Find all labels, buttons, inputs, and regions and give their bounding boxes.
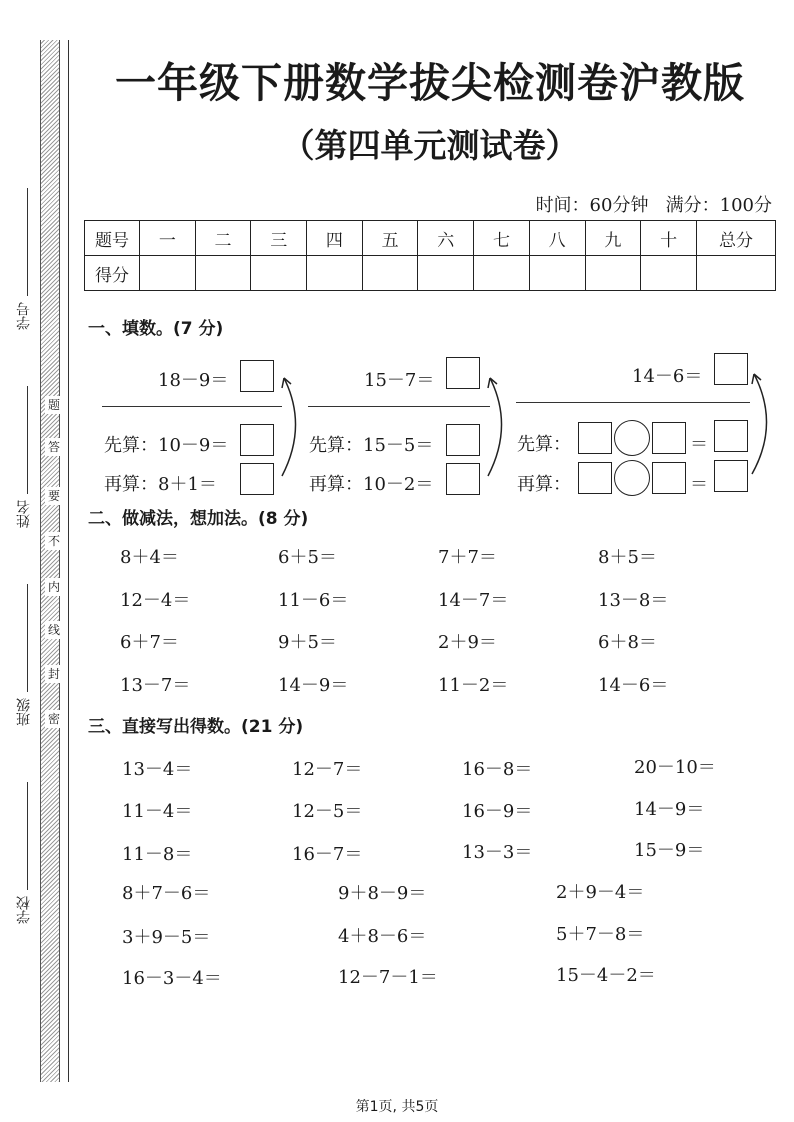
g1-top-answer-box[interactable] [240,360,274,392]
name-label: 姓名 [16,500,32,528]
g3-top-answer-box[interactable] [714,353,748,385]
score-cell[interactable] [140,256,196,291]
g3-then-result-box[interactable] [714,460,748,492]
g3-divider [516,402,750,403]
seal-char: 内 [45,578,63,596]
g2-then-equation: 再算：10－2＝ [309,474,434,495]
s2-item[interactable]: 2＋9＝ [438,632,497,653]
section-1-heading: 一、填数。(7 分) [88,319,224,339]
seal-char: 答 [45,438,63,456]
s2-item[interactable]: 6＋8＝ [598,632,657,653]
g1-divider [102,406,282,407]
score-cell[interactable] [585,256,641,291]
g2-first-equation: 先算：15－5＝ [309,435,434,456]
s2-item[interactable]: 8＋4＝ [120,547,179,568]
g3-then-box-a[interactable] [578,462,612,494]
s3-mixed-item[interactable]: 9＋8－9＝ [338,883,427,904]
time-info [536,191,772,217]
s3-mixed-item[interactable]: 2＋9－4＝ [556,882,645,903]
g3-then-equals: ＝ [690,474,708,495]
score-col: 四 [307,221,363,256]
s3-mixed-item[interactable]: 5＋7－8＝ [556,924,645,945]
page-footer: 第1页, 共5页 [355,1099,439,1115]
s3-item[interactable]: 16－9＝ [462,801,533,822]
s3-mixed-item[interactable]: 15－4－2＝ [556,965,656,986]
s2-item[interactable]: 8＋5＝ [598,547,657,568]
binding-line [68,40,69,1082]
seal-char: 线 [45,621,63,639]
s2-item[interactable]: 12－4＝ [120,590,191,611]
s3-mixed-item[interactable]: 16－3－4＝ [122,968,222,989]
total-label: 总分 [697,221,776,256]
student-id-label: 学号 [16,302,32,330]
score-row [85,256,776,291]
score-col: 二 [195,221,251,256]
g2-first-answer-box[interactable] [446,424,480,456]
g3-first-equals: ＝ [690,434,708,455]
g3-then-label: 再算： [517,474,571,495]
g3-arrow-icon [748,368,780,478]
score-cell[interactable] [474,256,530,291]
g2-then-answer-box[interactable] [446,463,480,495]
page-title: 一年级下册数学拔尖检测卷沪教版 [115,59,745,107]
score-col: 十 [641,221,697,256]
g3-first-box-b[interactable] [652,422,686,454]
s2-item[interactable]: 11－6＝ [278,590,349,611]
time-limit: 时间：60分钟 [535,195,649,216]
s3-item[interactable]: 13－4＝ [122,759,193,780]
g3-first-result-box[interactable] [714,420,748,452]
g1-then-answer-box[interactable] [240,463,274,495]
score-col: 八 [529,221,585,256]
section-3-heading: 三、直接写出得数。(21 分) [88,717,304,737]
score-col: 三 [251,221,307,256]
g2-arrow-icon [484,372,514,480]
section-2-heading: 二、做减法，想加法。(8 分) [88,509,309,529]
g2-divider [308,406,490,407]
g1-arrow-icon [278,372,308,480]
s2-item[interactable]: 14－9＝ [278,675,349,696]
s3-item[interactable]: 16－8＝ [462,759,533,780]
class-line[interactable] [27,584,28,692]
s2-item[interactable]: 6＋7＝ [120,632,179,653]
g3-first-operator-circle[interactable] [614,420,650,456]
score-col: 七 [474,221,530,256]
s3-mixed-item[interactable]: 3＋9－5＝ [122,927,211,948]
s3-item[interactable]: 16－7＝ [292,844,363,865]
score-cell[interactable] [362,256,418,291]
s2-item[interactable]: 14－6＝ [598,675,669,696]
g1-first-equation: 先算：10－9＝ [104,435,229,456]
question-number-label: 题号 [85,221,140,256]
s3-item[interactable]: 13－3＝ [462,842,533,863]
s3-mixed-item[interactable]: 4＋8－6＝ [338,926,427,947]
total-score-cell[interactable] [697,256,776,291]
score-col: 九 [585,221,641,256]
g3-first-box-a[interactable] [578,422,612,454]
g1-first-answer-box[interactable] [240,424,274,456]
s3-item[interactable]: 14－9＝ [634,799,705,820]
score-label: 得分 [85,256,140,291]
s3-item[interactable]: 11－4＝ [122,801,193,822]
g2-top-answer-box[interactable] [446,357,480,389]
g2-top-equation: 15－7＝ [364,370,435,391]
g1-top-equation: 18－9＝ [158,370,229,391]
s2-item[interactable]: 13－8＝ [598,590,669,611]
question-number-row [85,221,776,256]
g1-then-equation: 再算：8＋1＝ [104,474,217,495]
score-col: 一 [140,221,196,256]
s2-item[interactable]: 14－7＝ [438,590,509,611]
s2-item[interactable]: 7＋7＝ [438,547,497,568]
seal-char: 要 [45,487,63,505]
s3-item[interactable]: 15－9＝ [634,840,705,861]
seal-char: 密 [45,710,63,728]
binding-hatch [40,40,60,1082]
s3-item[interactable]: 11－8＝ [122,844,193,865]
s3-mixed-item[interactable]: 8＋7－6＝ [122,883,211,904]
class-label: 班级 [16,698,32,726]
s3-item[interactable]: 12－7＝ [292,759,363,780]
score-table [84,220,776,291]
seal-char: 封 [45,665,63,683]
g3-first-label: 先算： [517,434,571,455]
score-cell[interactable] [641,256,697,291]
s2-item[interactable]: 13－7＝ [120,675,191,696]
seal-char: 不 [45,532,63,550]
page-subtitle: （第四单元测试卷） [281,126,579,165]
s3-item[interactable]: 12－5＝ [292,801,363,822]
score-col: 五 [362,221,418,256]
school-line[interactable] [27,782,28,890]
g3-then-operator-circle[interactable] [614,460,650,496]
s3-item[interactable]: 20－10＝ [634,757,716,778]
g3-then-box-b[interactable] [652,462,686,494]
score-cell[interactable] [195,256,251,291]
student-id-line[interactable] [27,188,28,296]
score-cell[interactable] [251,256,307,291]
s2-item[interactable]: 11－2＝ [438,675,509,696]
score-col: 六 [418,221,474,256]
score-cell[interactable] [307,256,363,291]
full-score: 满分：100分 [665,195,772,216]
s3-mixed-item[interactable]: 12－7－1＝ [338,967,438,988]
name-line[interactable] [27,386,28,494]
g3-top-equation: 14－6＝ [632,366,703,387]
s2-item[interactable]: 9＋5＝ [278,632,337,653]
seal-char: 题 [45,396,63,414]
score-cell[interactable] [418,256,474,291]
school-label: 学校 [16,896,32,924]
s2-item[interactable]: 6＋5＝ [278,547,337,568]
score-cell[interactable] [529,256,585,291]
